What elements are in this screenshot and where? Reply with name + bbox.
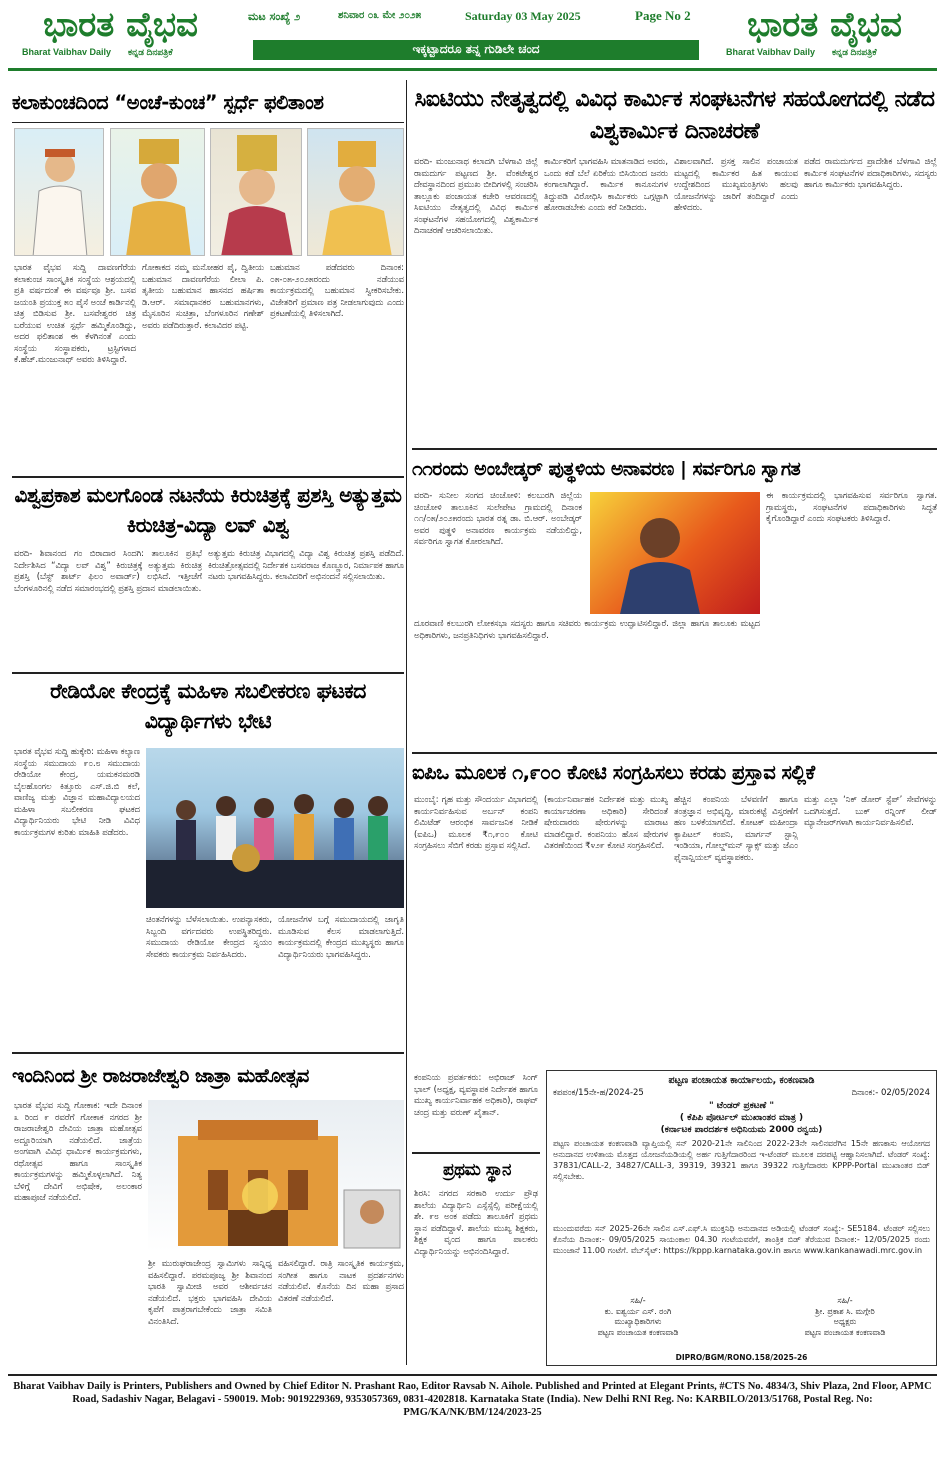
signatory-name: ಕು. ಐಶ್ವರ್ಯ ಎಸ್. ರಂಗಿ <box>604 1306 672 1316</box>
article-4-headline: ರೇಡಿಯೋ ಕೇಂದ್ರಕ್ಕೆ ಮಹಿಳಾ ಸಬಲೀಕರಣ ಘಟಕದ ವಿದ್ಯಾರ್ಥಿಗಳು ಭೇಟಿ <box>50 679 366 733</box>
notice-subtitle: ( ಕೆಪಿಪಿ ಪೋರ್ಟಲ್ ಮುಖಾಂತರ ಮಾತ್ರ ) <box>679 1113 804 1123</box>
notice-body: ಮುಂದುವರೆದು ಸನ್ 2025-26ನೇ ಸಾಲಿನ ಎಸ್.ಎಫ್.ಸಿ ಮುಕ್ತನಿಧಿ ಅನುದಾನದ ಅಡಿಯಲ್ಲಿ ಟೆಂಡರ್ ಸಂಖ್ಯೆ:- SE5184. ಟೆಂಡರ್ ಸಲ್ಲಿಸಲು ಕೊನೆಯ ದಿನಾಂಕ:- 09/05/2025 ಸಾಯಂಕಾಲ 04.30 ಗಂಟೆಯವರೆಗೆ, ತಾಂತ್ರಿಕ ಬಿಡ್ ತೆರೆಯುವ ದಿನಾಂಕ:- 12/05/2025 ರಂದು ಮುಂಜಾನೆ 11.00 ಗಂಟೆಗೆ. ವೆಬ್‌ಸೈಟ್: https://kppp.karnataka.gov.in ಹಾಗೂ www.kankanawadi.mrc.gov.in <box>553 1224 930 1255</box>
masthead-subtitle: Bharat Vaibhav Daily <box>22 47 112 57</box>
masthead-title: ಭಾರತ ವೈಭವ <box>43 5 198 45</box>
article-1-headline: ಕಲಾಕುಂಚದಿಂದ “ಅಂಚೆ-ಕುಂಚ” ಸ್ಪರ್ಧೆ ಫಲಿತಾಂಶ <box>12 91 324 114</box>
section-rule <box>12 672 404 674</box>
masthead-tagline: ಕನ್ನಡ ದಿನಪತ್ರಿಕೆ <box>128 47 173 57</box>
painting-image <box>110 128 205 256</box>
signature-mark: ಸಹಿ/- <box>837 1296 853 1305</box>
article-2-body: ಪಡೆದ ರಾಮದುರ್ಗದ ಪ್ರಾದೇಶಿಕ ಬೆಳಗಾವಿ ಜಿಲ್ಲೆ ಕಾರ್ಮಿಕ ಸಂಘಟನೆಗಳ ಪದಾಧಿಕಾರಿಗಳು, ಸದಸ್ಯರು ಹಾಗೂ ಕಾರ್ಮಿಕರು ಭಾಗವಹಿಸಿದ್ದರು. <box>804 156 937 189</box>
notice-date: ದಿನಾಂಕ:- 02/05/2024 <box>851 1088 930 1098</box>
article-4-body: ಯೋಜನೆಗಳ ಬಗ್ಗೆ ಸಮುದಾಯದಲ್ಲಿ ಜಾಗೃತಿ ಮೂಡಿಸುವ ಕೆಲಸ ಮಾಡಲಾಗುತ್ತಿದೆ. ಕಾರ್ಯಕ್ರಮದಲ್ಲಿ ಕೇಂದ್ರದ ಮುಖ್ಯಸ್ಥರು ಹಾಗೂ ವಿದ್ಯಾರ್ಥಿನಿಯರು ಭಾಗವಹಿಸಿದ್ದರು. <box>278 914 404 959</box>
article-3-body: ಅತ್ಯುತ್ತಮ ಕಿರುಚಿತ್ರ ವಿಭಾಗದಲ್ಲಿ ವಿದ್ಯಾ ವಿಶ್ವ ಕಿರುಚಿತ್ರ ಪ್ರಶಸ್ತಿ ಪಡೆದಿದೆ. ಕಿರುಚಿತ್ರೋತ್ಸವದಲ್ಲಿ ನಿರ್ದೇಶಕ ಬಸವರಾಜ ಕೊಣ್ಣೂರ, ನಿರ್ಮಾಪಕ ಹಾಗೂ ನಟರು ಭಾಗವಹಿಸಿದ್ದರು. ಕಲಾವಿದರಿಗೆ ಅಭಿನಂದನೆ ಸಲ್ಲಿಸಲಾಯಿತು. <box>208 548 404 581</box>
painting-image <box>14 128 104 256</box>
signatory-office: ಪಟ್ಟಣ ಪಂಚಾಯತ ಕಂಕಣವಾಡಿ <box>804 1327 886 1337</box>
article-8-body: ಕಂಪನಿಯ ಪ್ರವರ್ತಕರು: ಅಭಿರಾಜ್ ಸಿಂಗ್ ಭಾಲ್ (ಅಧ್ಯಕ್ಷ, ವ್ಯವಸ್ಥಾಪಕ ನಿರ್ದೇಶಕ ಹಾಗೂ ಮುಖ್ಯ ಕಾರ್ಯನಿರ್ವಾಹಕ ಅಧಿಕಾರಿ), ರಾಘವ್ ಚಂದ್ರ ಮತ್ತು ವರುಣ್ ಖೈತಾನ್. <box>414 1072 538 1117</box>
article-8-body: ಶಿರಸಿ: ನಗರದ ಸರಕಾರಿ ಉರ್ದು ಪ್ರೌಢ ಶಾಲೆಯ ವಿದ್ಯಾರ್ಥಿನಿ ಎಸ್ಸೆಸ್ಸೆಲ್ಸಿ ಪರೀಕ್ಷೆಯಲ್ಲಿ ಶೇ. ೯೮ ಅಂಕ ಪಡೆದು ತಾಲೂಕಿಗೆ ಪ್ರಥಮ ಸ್ಥಾನ ಪಡೆದಿದ್ದಾಳೆ. ಶಾಲೆಯ ಮುಖ್ಯ ಶಿಕ್ಷಕರು, ಶಿಕ್ಷಕ ವೃಂದ ಹಾಗೂ ಪಾಲಕರು ವಿದ್ಯಾರ್ಥಿನಿಯನ್ನು ಅಭಿನಂದಿಸಿದ್ದಾರೆ. <box>414 1188 538 1256</box>
signature-mark: ಸಹಿ/- <box>630 1296 646 1305</box>
portrait-photo <box>590 492 760 614</box>
masthead-tagline-right: ಕನ್ನಡ ದಿನಪತ್ರಿಕೆ <box>832 47 877 57</box>
article-7-body: ಶ್ರೀ ಮುರುಘರಾಜೇಂದ್ರ ಸ್ವಾಮಿಗಳು ಸಾನ್ನಿಧ್ಯ ವಹಿಸಲಿದ್ದಾರೆ. ಪರಮಪೂಜ್ಯ ಶ್ರೀ ಶಿವಾನಂದ ಭಾರತಿ ಸ್ವಾಮೀಜಿ ಅವರ ಆಶೀರ್ವಚನ ನಡೆಯಲಿದೆ. ಭಕ್ತರು ಭಾಗವಹಿಸಿ ದೇವಿಯ ಕೃಪೆಗೆ ಪಾತ್ರರಾಗಬೇಕೆಂದು ಜಾತ್ರಾ ಸಮಿತಿ ವಿನಂತಿಸಿದೆ. <box>148 1258 272 1326</box>
article-7-body: ವಹಿಸಲಿದ್ದಾರೆ. ರಾತ್ರಿ ಸಾಂಸ್ಕೃತಿಕ ಕಾರ್ಯಕ್ರಮ, ಸಂಗೀತ ಹಾಗೂ ನಾಟಕ ಪ್ರದರ್ಶನಗಳು ನಡೆಯಲಿವೆ. ಕೊನೆಯ ದಿನ ಮಹಾ ಪ್ರಸಾದ ವಿತರಣೆ ನಡೆಯಲಿದೆ. <box>278 1258 404 1303</box>
masthead-left <box>8 6 233 64</box>
article-2-headline: ಸಿಐಟಿಯು ನೇತೃತ್ವದಲ್ಲಿ ವಿವಿಧ ಕಾರ್ಮಿಕ ಸಂಘಟನೆಗಳ ಸಹಯೋಗದಲ್ಲಿ ನಡೆದ ವಿಶ್ವಕಾರ್ಮಿಕ ದಿನಾಚರಣೆ <box>414 87 935 144</box>
tender-notice <box>546 1070 937 1366</box>
signatory-role: ಮುಖ್ಯಾಧಿಕಾರಿಗಳು <box>614 1317 662 1326</box>
footer-rule <box>8 1374 937 1376</box>
issue-number: ಮಟ ಸಂಖ್ಯೆ ೨ <box>248 10 301 23</box>
temple-photo <box>148 1100 404 1252</box>
footer-imprint: Bharat Vaibhav Daily is Printers, Publishers and Owned by Chief Editor N. Prashant Rao, Editor Ravsab N. Aihole. Published and Printed at Elegant Prints, #CTS No. 4834/3, Shiv Plaza, 2nd Floor, APMC Road, Sadashiv Nagar, Belagavi - 590019. Mob: 9019229369, 9353057369, 0831-4202818. Karnataka State (India). New Delhi RNI Reg. No: KARBILO/2013/51768, Postal Reg. No: PMG/KA/NK/BM/124/2023-25 <box>13 1381 932 1418</box>
painting-image <box>210 128 302 256</box>
page-number: Page No 2 <box>635 8 691 23</box>
kannada-date: ಶನಿವಾರ ೦೩ ಮೇ ೨೦೨೫ <box>338 10 422 21</box>
notice-title: " ಟೆಂಡರ್ ಪ್ರಕಟಣೆ " <box>708 1101 775 1111</box>
signatory-name: ಶ್ರೀ. ಪ್ರಕಾಶ ಸಿ. ಮಗ್ಗೇರಿ <box>815 1306 875 1316</box>
notice-act: (ಕರ್ನಾಟಕ ಪಾರದರ್ಶಕ ಅಧಿನಿಯಮ 2000 ರನ್ವಯ) <box>660 1125 823 1135</box>
notice-body: ಪಟ್ಟಣ ಪಂಚಾಯತ ಕಂಕಣವಾಡಿ ವ್ಯಾಪ್ತಿಯಲ್ಲಿ ಸನ್ 2020-21ನೇ ಸಾಲಿನಿಂದ 2022-23ನೇ ಸಾಲಿನವರೆಗಿನ 15ನೇ ಹಣಕಾಸು ಆಯೋಗದ ಅನುದಾನದ ಉಳಿತಾಯ ಮೊತ್ತದ ಯೋಜನೆಯಡಿಯಲ್ಲಿ ಅರ್ಹ ಗುತ್ತಿಗೆದಾರರಿಂದ ಇ-ಟೆಂಡರ್ ಮೂಲಕ ದರಪಟ್ಟಿ ಆಹ್ವಾನಿಸಲಾಗಿದೆ. ಟೆಂಡರ್ ಸಂಖ್ಯೆ: 37831/CALL-2, 34827/CALL-3, 39319, 39321 ಹಾಗೂ 39322 ಗುತ್ತಿಗೆದಾರರು KPPP-Portal ಮುಖಾಂತರ ಬಿಡ್ ಸಲ್ಲಿಸಬೇಕು. <box>553 1139 930 1181</box>
notice-office: ಪಟ್ಟಣ ಪಂಚಾಯತ ಕಾರ್ಯಾಲಯ, ಕಂಕಣವಾಡಿ <box>668 1075 815 1086</box>
article-7-headline: ಇಂದಿನಿಂದ ಶ್ರೀ ರಾಜರಾಜೇಶ್ವರಿ ಜಾತ್ರಾ ಮಹೋತ್ಸವ <box>12 1065 309 1087</box>
article-7-body: ಭಾರತ ವೈಭವ ಸುದ್ದಿ ಗೋಕಾಕ: ಇದೇ ದಿನಾಂಕ ೩ ರಿಂದ ೯ ರವರೆಗೆ ಗೋಕಾಕ ನಗರದ ಶ್ರೀ ರಾಜರಾಜೇಶ್ವರಿ ದೇವಿಯ ಜಾತ್ರಾ ಮಹೋತ್ಸವ ಅದ್ದೂರಿಯಾಗಿ ನಡೆಯಲಿದೆ. ಜಾತ್ರೆಯ ಅಂಗವಾಗಿ ವಿವಿಧ ಧಾರ್ಮಿಕ ಕಾರ್ಯಕ್ರಮಗಳು, ರಥೋತ್ಸವ ಹಾಗೂ ಸಾಂಸ್ಕೃತಿಕ ಕಾರ್ಯಕ್ರಮಗಳನ್ನು ಹಮ್ಮಿಕೊಳ್ಳಲಾಗಿದೆ. ನಿತ್ಯ ಬೆಳಿಗ್ಗೆ ದೇವಿಗೆ ಅಭಿಷೇಕ, ಅಲಂಕಾರ ಮಹಾಪೂಜೆ ನಡೆಯಲಿದೆ. <box>14 1100 142 1202</box>
signature-block <box>553 1296 723 1338</box>
article-2-body: ವರದಿ- ಮಂಜುನಾಥ ಕಲಾದಗಿ ಬೆಳಗಾವಿ ಜಿಲ್ಲೆ ರಾಮದುರ್ಗ ಪಟ್ಟಣದ ಶ್ರೀ. ವೆಂಕಟೇಶ್ವರ ದೇವಸ್ಥಾನದಿಂದ ಪ್ರಮುಖ ಬೀದಿಗಳಲ್ಲಿ ಸಂಚರಿಸಿ ತಾಲ್ಲೂಕು ಪಂಚಾಯತ ಕಚೇರಿ ಆವರಣದಲ್ಲಿ ಸಿಐಟಿಯು ನೇತೃತ್ವದಲ್ಲಿ ವಿವಿಧ ಕಾರ್ಮಿಕ ಸಂಘಟನೆಗಳ ಸಹಯೋಗದಲ್ಲಿ ವಿಶ್ವಕಾರ್ಮಿಕ ದಿನಾಚರಣೆ ಆಚರಿಸಲಾಯಿತು. <box>414 156 538 235</box>
slogan-bar: ಇಕ್ಕಟ್ಟಾದರೂ ತನ್ನ ಗುಡಿಲೇ ಚಂದ <box>253 40 699 60</box>
masthead-right <box>712 6 937 64</box>
notice-ref: ಕಪಪಂಕ/15ನೇ-ಹ/2024-25 <box>553 1088 644 1098</box>
masthead-title-right: ಭಾರತ ವೈಭವ <box>747 5 902 45</box>
article-5-body: ದೂರವಾಣಿ ಕಲಬುರಗಿ ಲೋಕಸಭಾ ಸದಸ್ಯರು ಹಾಗೂ ಸಚಿವರು ಕಾರ್ಯಕ್ರಮ ಉದ್ಘಾಟಿಸಲಿದ್ದಾರೆ. ಜಿಲ್ಲಾ ಹಾಗೂ ತಾಲೂಕು ಮಟ್ಟದ ಅಧಿಕಾರಿಗಳು, ಜನಪ್ರತಿನಿಧಿಗಳು ಭಾಗವಹಿಸಲಿದ್ದಾರೆ. <box>414 618 760 640</box>
masthead-subtitle-right: Bharat Vaibhav Daily <box>726 47 816 57</box>
article-4-body: ಭಾರತ ವೈಭವ ಸುದ್ದಿ ಹುಕ್ಕೇರಿ: ಮಹಿಳಾ ಕಲ್ಯಾಣ ಸಂಸ್ಥೆಯ ಸಮುದಾಯ ೯೦.೮ ಸಮುದಾಯ ರೇಡಿಯೋ ಕೇಂದ್ರ, ಯಮಕನಮರಡಿ ಬೈಲಹೊಂಗಲ ಕಿತ್ತೂರು ಎಸ್.ಜಿ.ಬಿ ಕಲೆ, ವಾಣಿಜ್ಯ ಮತ್ತು ವಿಜ್ಞಾನ ಮಹಾವಿದ್ಯಾಲಯದ ಮಹಿಳಾ ಸಬಲೀಕರಣ ಘಟಕದ ವಿದ್ಯಾರ್ಥಿನಿಯರು ಭೇಟಿ ನೀಡಿ ವಿವಿಧ ಕಾರ್ಯಕ್ರಮಗಳ ಕುರಿತು ಮಾಹಿತಿ ಪಡೆದರು. <box>14 746 140 837</box>
article-6-headline: ಐಪಿಒ ಮೂಲಕ ೧,೯೦೦ ಕೋಟಿ ಸಂಗ್ರಹಿಸಲು ಕರಡು ಪ್ರಸ್ತಾವ ಸಲ್ಲಿಕೆ <box>412 761 815 784</box>
section-rule <box>12 1052 404 1054</box>
article-2-body: ವಿಶಾಲವಾಗಿದೆ. ಪ್ರಸಕ್ತ ಸಾಲಿನ ಪಂಚಾಯತ ಮಟ್ಟದಲ್ಲಿ ಕಾರ್ಮಿಕರ ಹಿತ ಕಾಯುವ ಉದ್ದೇಶದಿಂದ ಮುಖ್ಯಮಂತ್ರಿಗಳು ಹಲವು ಯೋಜನೆಗಳನ್ನು ಜಾರಿಗೆ ತಂದಿದ್ದಾರೆ ಎಂದು ಹೇಳಿದರು. <box>674 156 798 212</box>
radio-station-photo <box>146 748 404 908</box>
column-divider <box>406 80 407 1365</box>
painting-image <box>307 128 404 256</box>
article-3-headline: ವಿಶ್ವಪ್ರಕಾಶ ಮಲಗೊಂಡ ನಟನೆಯ ಕಿರುಚಿತ್ರಕ್ಕೆ ಪ್ರಶಸ್ತಿ ಅತ್ಯುತ್ತಮ ಕಿರುಚಿತ್ರ-ವಿದ್ಯಾ ಲವ್ ವಿಶ್ವ <box>14 483 402 537</box>
article-8-headline: ಪ್ರಥಮ ಸ್ಥಾನ <box>443 1160 511 1180</box>
masthead-rule <box>8 68 937 71</box>
signatory-role: ಅಧ್ಯಕ್ಷರು <box>833 1317 857 1326</box>
article-2-body: ಕಾರ್ಮಿಕರಿಗೆ ಭಾಗವಹಿಸಿ ಮಾತನಾಡಿದ ಅವರು, ಒಂದು ಕಡೆ ಬೆಲೆ ಏರಿಕೆಯ ಬಿಸಿಯಿಂದ ಜನರು ಕಂಗಾಲಾಗಿದ್ದಾರೆ. ಕಾರ್ಮಿಕ ಕಾನೂನುಗಳ ತಿದ್ದುಪಡಿ ವಿರೋಧಿಸಿ ಕಾರ್ಮಿಕರು ಒಗ್ಗಟ್ಟಾಗಿ ಹೋರಾಡಬೇಕು ಎಂದು ಕರೆ ನೀಡಿದರು. <box>544 156 668 212</box>
article-5-body: ವರದಿ- ಸುನೀಲ ಸಂಗದ ಚಿಂಚೋಳಿ: ಕಲಬುರಗಿ ಜಿಲ್ಲೆಯ ಚಿಂಚೋಳಿ ತಾಲೂಕಿನ ಸುಲೇಪೇಟ ಗ್ರಾಮದಲ್ಲಿ ದಿನಾಂಕ ೧೧/೦೫/೨೦೨೫ರಂದು ಭಾರತ ರತ್ನ ಡಾ. ಬಿ.ಆರ್. ಅಂಬೇಡ್ಕರ್ ಅವರ ಪುತ್ಥಳಿ ಅನಾವರಣ ಕಾರ್ಯಕ್ರಮ ನಡೆಯಲಿದ್ದು, ಸರ್ವರಿಗೂ ಸ್ವಾಗತ ಕೋರಲಾಗಿದೆ. <box>414 490 582 546</box>
article-1-body: ಬಹುಮಾನ ಪಡೆದವರು ದಿನಾಂಕ: ೦೫-೦೫-೨೦೨೫ರಂದು ನಡೆಯುವ ಕಾರ್ಯಕ್ರಮದಲ್ಲಿ ಬಹುಮಾನ ಸ್ವೀಕರಿಸಬೇಕು. ವಿಜೇತರಿಗೆ ಪ್ರಮಾಣ ಪತ್ರ ನೀಡಲಾಗುವುದು ಎಂದು ಪ್ರಕಟಣೆಯಲ್ಲಿ ತಿಳಿಸಲಾಗಿದೆ. <box>270 262 404 318</box>
english-date: Saturday 03 May 2025 <box>465 9 581 23</box>
article-6-body: (ಕಾರ್ಯನಿರ್ವಾಹಕ ನಿರ್ದೇಶಕ ಮತ್ತು ಮುಖ್ಯ ಕಾರ್ಯಾಚರಣಾ ಅಧಿಕಾರಿ) ಸೇರಿದಂತೆ ಷೇರುದಾರರು ಷೇರುಗಳನ್ನು ಮಾರಾಟ ಮಾಡಲಿದ್ದಾರೆ. ಕಂಪನಿಯು ಹೊಸ ಷೇರುಗಳ ವಿತರಣೆಯಿಂದ ₹೪೨೯ ಕೋಟಿ ಸಂಗ್ರಹಿಸಲಿದೆ. <box>544 794 668 850</box>
signatory-office: ಪಟ್ಟಣ ಪಂಚಾಯತ ಕಂಕಣವಾಡಿ <box>597 1327 679 1337</box>
article-6-body: ಮುಂಬೈ: ಗೃಹ ಮತ್ತು ಸೌಂದರ್ಯ ವಿಭಾಗದಲ್ಲಿ ಕಾರ್ಯನಿರ್ವಹಿಸುವ ಅರ್ಬನ್ ಕಂಪನಿ ಲಿಮಿಟೆಡ್ ಆರಂಭಿಕ ಸಾರ್ವಜನಿಕ ನೀಡಿಕೆ (ಐಪಿಒ) ಮೂಲಕ ₹೧,೯೦೦ ಕೋಟಿ ಸಂಗ್ರಹಿಸಲು ಸೆಬಿಗೆ ಕರಡು ಪ್ರಸ್ತಾವ ಸಲ್ಲಿಸಿದೆ. <box>414 794 538 850</box>
dipr-ref: DIPRO/BGM/RONO.158/2025-26 <box>675 1353 808 1362</box>
signature-block <box>760 1296 930 1338</box>
article-6-body: ಮತ್ತು ಎಲ್ಲಾ ‘ನಿಕ್ ಡೋರ್ ಸ್ಟೆಪ್’ ಸೇವೆಗಳನ್ನು ಒದಗಿಸುತ್ತದೆ. ಬುಕ್ ರನ್ನಿಂಗ್ ಲೀಡ್ ಮ್ಯಾನೇಜರ್‌ಗಳಾಗಿ ಕಾರ್ಯನಿರ್ವಹಿಸಲಿವೆ. <box>804 794 937 827</box>
article-4-body: ಚಿಂತನೆಗಳನ್ನು ಬೆಳೆಸಲಾಯಿತು. ಉಪನ್ಯಾಸಕರು, ಸಿಬ್ಬಂದಿ ವರ್ಗದವರು ಉಪಸ್ಥಿತರಿದ್ದರು. ಸಮುದಾಯ ರೇಡಿಯೋ ಕೇಂದ್ರದ ಸ್ವಯಂ ಸೇವಕರು ಕಾರ್ಯಕ್ರಮ ನಿರ್ವಹಿಸಿದರು. <box>146 914 272 959</box>
article-5-body: ಈ ಕಾರ್ಯಕ್ರಮದಲ್ಲಿ ಭಾಗವಹಿಸುವ ಸರ್ವರಿಗೂ ಸ್ವಾಗತ. ಗ್ರಾಮಸ್ಥರು, ಸಂಘಟನೆಗಳ ಪದಾಧಿಕಾರಿಗಳು ಸಿದ್ಧತೆ ಕೈಗೊಂಡಿದ್ದಾರೆ ಎಂದು ಸಂಘಟಕರು ತಿಳಿಸಿದ್ದಾರೆ. <box>766 490 937 523</box>
masthead-center <box>243 8 709 62</box>
article-1-body: ಗೋಕಾಕದ ನಮ್ಮ ಮನೋಹರ ಪೈ, ದ್ವಿತೀಯ ಬಹುಮಾನ ದಾವಣಗೆರೆಯ ಲೀಲಾ ಪಿ. ತೃತೀಯ ಬಹುಮಾನ ಹಾಸನದ ಹರ್ಷಿತಾ ಡಿ.ಆರ್. ಸಮಾಧಾನಕರ ಬಹುಮಾನಗಳು, ಮೈಸೂರಿನ ಸುಚಿತ್ರಾ, ಬೆಂಗಳೂರಿನ ಗಣೇಶ್ ಅವರು ಪಡೆದಿರುತ್ತಾರೆ. ಕಲಾವಿದರ ಪಟ್ಟಿ. <box>142 262 264 330</box>
article-1-body: ಭಾರತ ವೈಭವ ಸುದ್ದಿ ದಾವಣಗೆರೆಯ ಕಲಾಕುಂಚ ಸಾಂಸ್ಕೃತಿಕ ಸಂಸ್ಥೆಯ ಆಶ್ರಯದಲ್ಲಿ ಪ್ರತಿ ವರ್ಷದಂತೆ ಈ ವರ್ಷವೂ ಶ್ರೀ. ಬಸವ ಜಯಂತಿ ಪ್ರಯುಕ್ತ ೫೦ ಪೈಸೆ ಅಂಚೆ ಕಾರ್ಡಿನಲ್ಲಿ ಚಿತ್ರ ಬಿಡಿಸುವ ಶ್ರೀ. ಬಸವೇಶ್ವರರ ಚಿತ್ರ ಬರೆಯುವ ಉಚಿತ ಸ್ಪರ್ಧೆ ಹಮ್ಮಿಕೊಂಡಿದ್ದು, ಅದರ ಫಲಿತಾಂಶ ಈ ಕೆಳಗಿನಂತೆ ಎಂದು ಸಂಸ್ಥೆಯ ಸಂಸ್ಥಾಪಕರು, ಟ್ರಸ್ಟಿಗಳಾದ ಕೆ.ಹೆಚ್.ಮಂಜುನಾಥ್ ಅವರು ತಿಳಿಸಿದ್ದಾರೆ. <box>14 262 136 364</box>
headline-underline <box>12 122 404 123</box>
article-6-body: ಹೆಚ್ಚಿನ ಕಂಪನಿಯ ಬೆಳವಣಿಗೆ ಹಾಗೂ ತಂತ್ರಜ್ಞಾನ ಅಭಿವೃದ್ಧಿ, ಮಾರುಕಟ್ಟೆ ವಿಸ್ತರಣೆಗೆ ಹಣ ಬಳಕೆಯಾಗಲಿದೆ. ಕೋಟಕ್ ಮಹೀಂದ್ರಾ ಕ್ಯಾಪಿಟಲ್ ಕಂಪನಿ, ಮಾರ್ಗನ್ ಸ್ಟಾನ್ಲಿ ಇಂಡಿಯಾ, ಗೋಲ್ಡ್‌ಮನ್ ಸ್ಯಾಕ್ಸ್ ಮತ್ತು ಜೆಎಂ ಫೈನಾನ್ಷಿಯಲ್ ವ್ಯವಸ್ಥಾಪಕರು. <box>674 794 798 862</box>
article-3-body: ವರದಿ- ಶಿವಾನಂದ ಗಂ ಬಿರಾದಾರ ಸಿಂದಗಿ: ತಾಲೂಕಿನ ಪ್ರತಿಭೆ ನಿರ್ದೇಶಿಸಿದ “ವಿದ್ಯಾ ಲವ್ ವಿಶ್ವ” ಕಿರುಚಿತ್ರಕ್ಕೆ ಅತ್ಯುತ್ತಮ ಕಿರುಚಿತ್ರ ಪ್ರಶಸ್ತಿ (ಬೆಸ್ಟ್ ಶಾರ್ಟ್ ಫಿಲಂ ಅವಾರ್ಡ್) ಲಭಿಸಿದೆ. ಇತ್ತೀಚೆಗೆ ಬೆಂಗಳೂರಿನಲ್ಲಿ ನಡೆದ ಸಮಾರಂಭದಲ್ಲಿ ಪ್ರಶಸ್ತಿ ಪ್ರದಾನ ಮಾಡಲಾಯಿತು. <box>14 548 202 593</box>
section-rule <box>12 476 404 478</box>
article-5-headline: ೧೧ರಂದು ಅಂಬೇಡ್ಕರ್ ಪುತ್ಥಳಿಯ ಅನಾವರಣ | ಸರ್ವರಿಗೂ ಸ್ವಾಗತ <box>412 458 801 480</box>
